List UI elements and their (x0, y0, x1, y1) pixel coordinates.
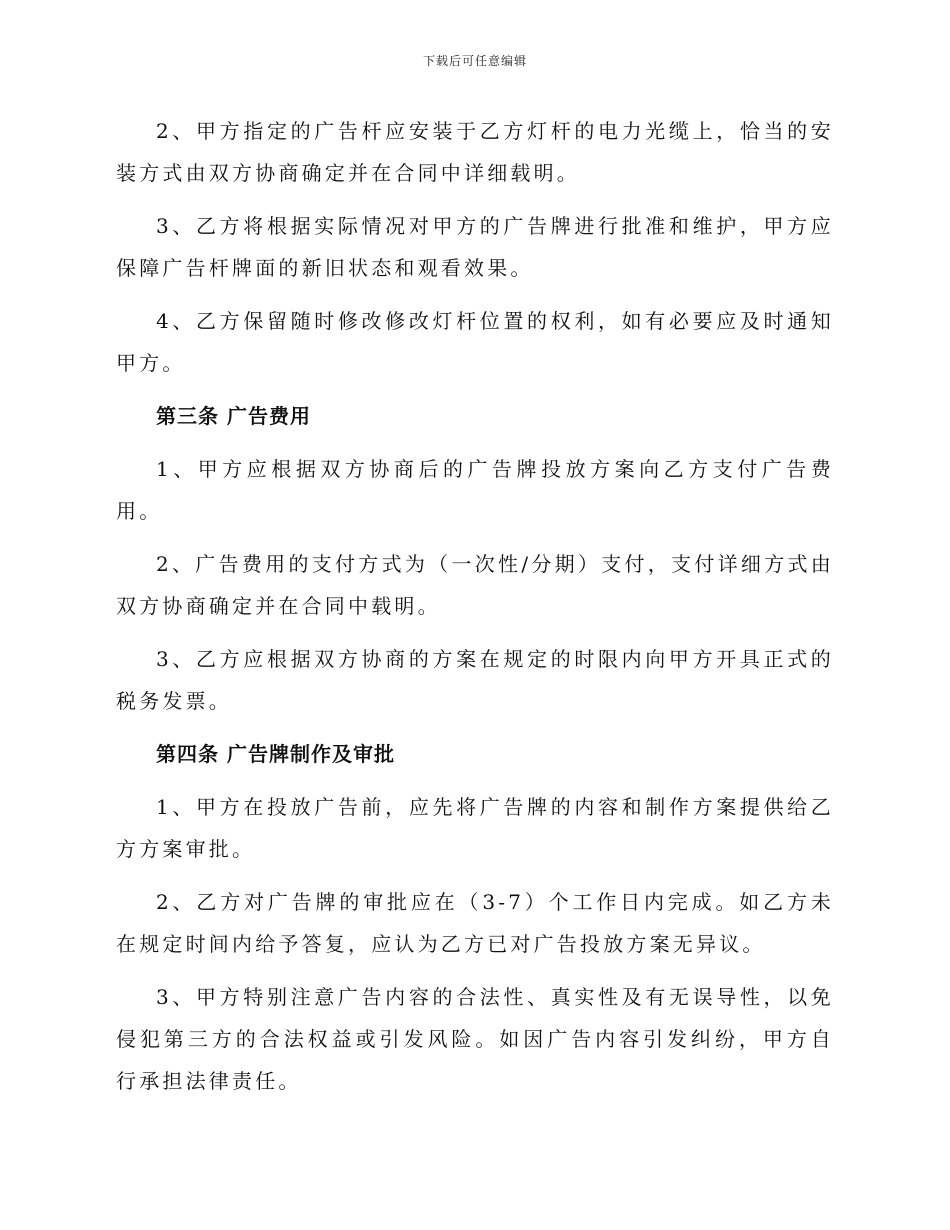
clause-4-1: 1、甲方在投放广告前，应先将广告牌的内容和制作方案提供给乙方方案审批。 (116, 795, 834, 861)
page-header: 下载后可任意编辑 (422, 54, 527, 68)
clause-4-3: 3、甲方特别注意广告内容的合法性、真实性及有无误导性，以免侵犯第三方的合法权益或引发风险。如因广告内容引发纠纷，甲方自行承担法律责任。 (116, 985, 834, 1093)
clause-3-1: 1、甲方应根据双方协商后的广告牌投放方案向乙方支付广告费用。 (116, 457, 834, 523)
clause-2-3: 3、乙方将根据实际情况对甲方的广告牌进行批准和维护，甲方应保障广告杆牌面的新旧状态和观看效果。 (116, 214, 834, 280)
clause-2-2: 2、甲方指定的广告杆应安装于乙方灯杆的电力光缆上，恰当的安装方式由双方协商确定并在合同中详细载明。 (116, 119, 834, 185)
clause-3-2: 2、广告费用的支付方式为（一次性/分期）支付，支付详细方式由双方协商确定并在合同中载明。 (116, 552, 834, 618)
section-heading-article-4: 第四条 广告牌制作及审批 (156, 742, 395, 766)
section-heading-article-3: 第三条 广告费用 (156, 404, 311, 428)
clause-2-4: 4、乙方保留随时修改修改灯杆位置的权利，如有必要应及时通知甲方。 (116, 309, 834, 375)
clause-4-2: 2、乙方对广告牌的审批应在（3-7）个工作日内完成。如乙方未在规定时间内给予答复，应认为乙方已对广告投放方案无异议。 (116, 890, 834, 956)
clause-3-3: 3、乙方应根据双方协商的方案在规定的时限内向甲方开具正式的税务发票。 (116, 647, 834, 713)
document-body (116, 110, 834, 1113)
